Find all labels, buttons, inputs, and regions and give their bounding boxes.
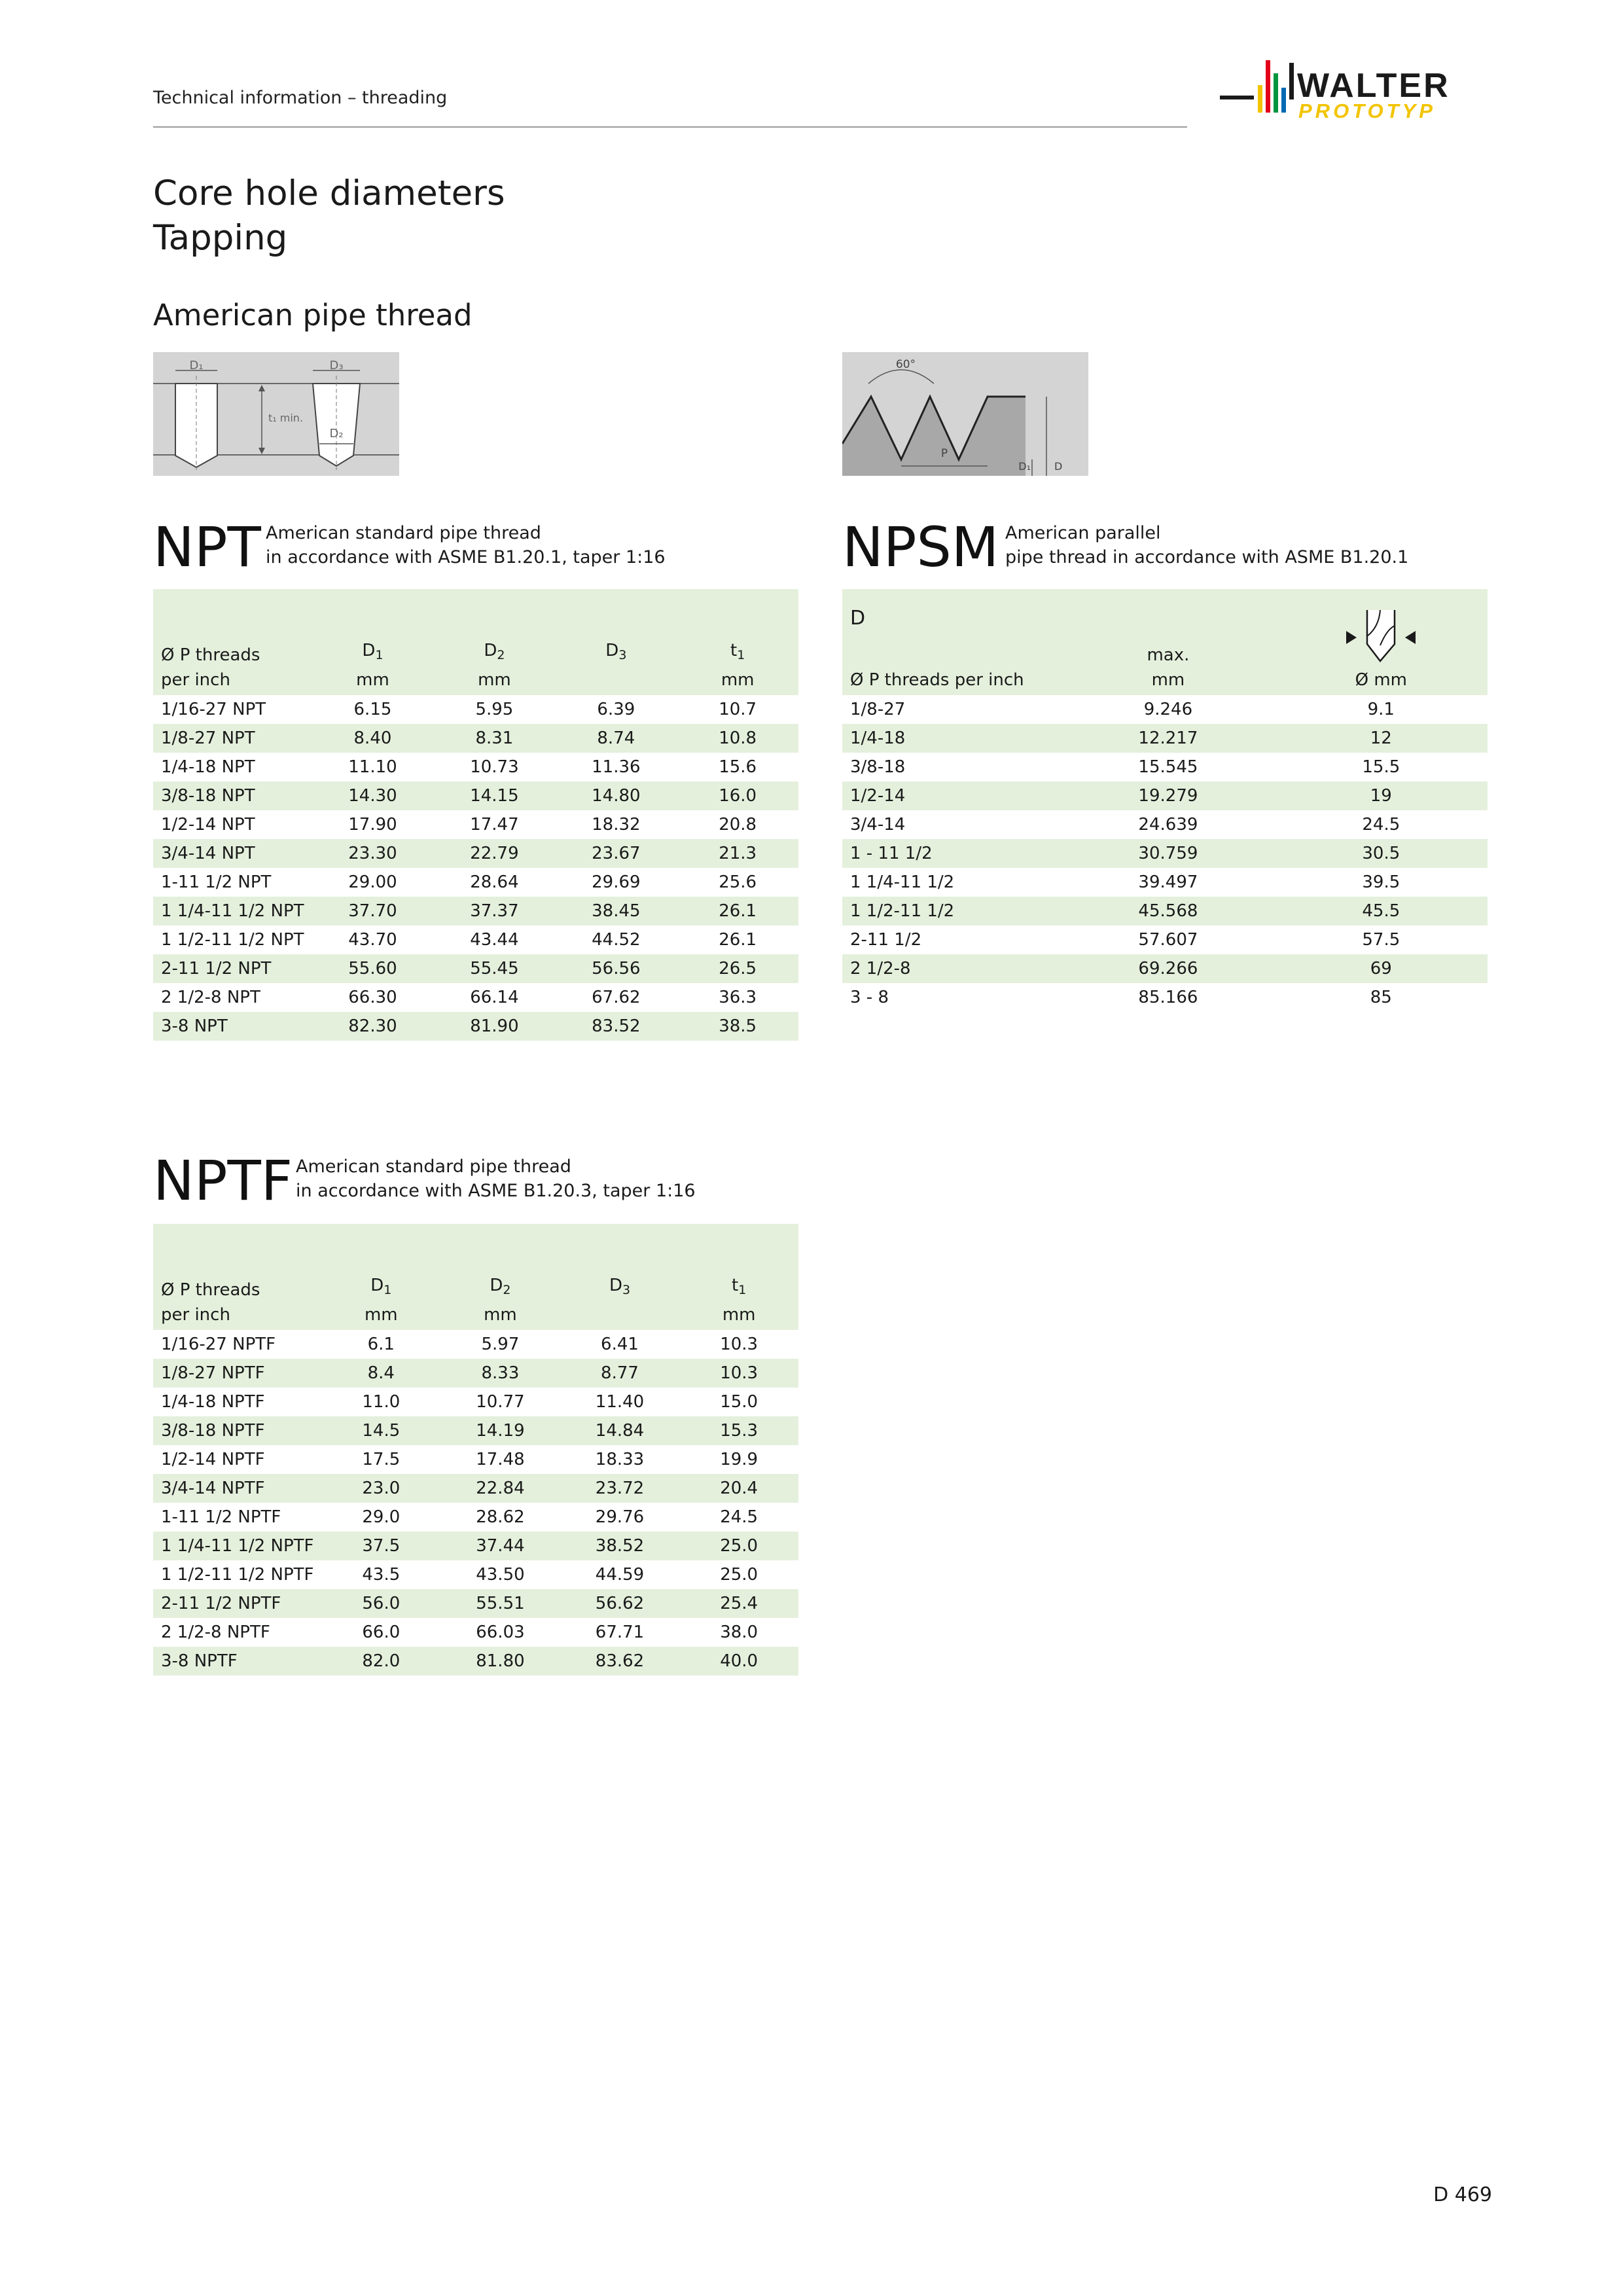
nptf-code: NPTF	[153, 1149, 293, 1213]
table-cell: 57.5	[1362, 930, 1400, 950]
table-cell: 28.62	[476, 1507, 525, 1527]
npsm-col-drill: Ø mm	[1275, 589, 1488, 695]
npt-description-line-2: in accordance with ASME B1.20.1, taper 1:16	[266, 547, 666, 567]
table-cell: 22.79	[433, 839, 555, 868]
table-cell: 1 1/4-11 1/2	[850, 872, 955, 892]
table-cell: 45.5	[1275, 897, 1488, 925]
table-row	[842, 868, 1488, 897]
nptf-col-d3: $D_3$	[560, 1224, 680, 1330]
table-row	[842, 925, 1488, 954]
table-cell: 10.73	[470, 757, 519, 777]
npsm-d-label: D	[850, 607, 866, 630]
table-row	[153, 695, 798, 724]
npt-code: NPT	[153, 515, 261, 579]
table-cell: 1 1/4-11 1/2 NPTF	[153, 1532, 321, 1560]
table-cell: 17.47	[470, 815, 519, 834]
table-row	[153, 724, 798, 753]
table-cell: 23.67	[555, 839, 677, 868]
table-cell: 83.62	[560, 1647, 680, 1676]
table-cell: 57.607	[1138, 930, 1198, 950]
nptf-table	[153, 1224, 798, 1676]
table-cell: 44.52	[592, 930, 641, 950]
npt-col-t1: $t_1$ mm	[677, 589, 798, 695]
fig1-d3-label: D₃	[329, 359, 344, 372]
table-cell: 5.97	[481, 1335, 520, 1354]
page-title-line-1: Core hole diameters	[153, 173, 505, 213]
table-cell: 39.497	[1138, 872, 1198, 892]
nptf-description-line-1: American standard pipe thread	[296, 1157, 571, 1177]
header-divider	[153, 126, 1187, 128]
table-cell: 30.759	[1061, 839, 1274, 868]
table-cell: 3/8-18 NPTF	[153, 1416, 321, 1445]
drill-bit-icon	[1345, 610, 1417, 665]
table-cell: 55.60	[312, 954, 434, 983]
table-cell: 29.00	[348, 872, 397, 892]
table-cell: 56.56	[555, 954, 677, 983]
table-row	[153, 1532, 798, 1560]
table-header-row	[153, 1224, 798, 1330]
table-cell: 66.30	[348, 988, 397, 1007]
table-cell: 3/4-14 NPT	[153, 839, 312, 868]
table-cell: 25.0	[720, 1565, 758, 1585]
nptf-col-threads: Ø P threads per inch	[153, 1224, 321, 1330]
table-cell: 30.5	[1275, 839, 1488, 868]
table-cell: 8.33	[440, 1359, 560, 1388]
table-cell: 66.14	[470, 988, 519, 1007]
table-cell: 2-11 1/2	[850, 930, 922, 950]
table-cell: 1-11 1/2 NPT	[161, 872, 272, 892]
table-cell: 38.5	[677, 1012, 798, 1041]
table-cell: 1 - 11 1/2	[842, 839, 1061, 868]
table-cell: 25.0	[679, 1532, 798, 1560]
table-row	[842, 753, 1488, 781]
table-cell: 25.4	[679, 1589, 798, 1618]
table-cell: 18.33	[595, 1450, 645, 1469]
table-cell: 37.5	[321, 1532, 440, 1560]
npt-table	[153, 589, 798, 1041]
table-cell: 1 1/2-11 1/2	[842, 897, 1061, 925]
table-cell: 69.266	[1061, 954, 1274, 983]
table-cell: 18.32	[592, 815, 641, 834]
table-row	[153, 1589, 798, 1618]
table-row	[153, 1503, 798, 1532]
table-cell: 37.70	[312, 897, 434, 925]
nptf-description	[296, 1155, 696, 1203]
npt-col-d2: $D_2$ mm	[433, 589, 555, 695]
table-cell: 26.5	[677, 954, 798, 983]
table-cell: 39.5	[1362, 872, 1400, 892]
table-cell: 83.52	[555, 1012, 677, 1041]
table-cell: 36.3	[719, 988, 757, 1007]
page-number: D 469	[1433, 2183, 1492, 2206]
logo-wordmark-bottom: PROTOTYP	[1298, 99, 1436, 122]
table-row	[153, 1330, 798, 1359]
logo-wordmark-top: WALTER	[1297, 67, 1450, 105]
table-cell: 8.74	[555, 724, 677, 753]
table-cell: 14.80	[555, 781, 677, 810]
table-cell: 81.90	[433, 1012, 555, 1041]
table-row	[153, 1388, 798, 1416]
table-cell: 29.0	[362, 1507, 401, 1527]
table-cell: 15.5	[1362, 757, 1400, 777]
table-cell: 11.0	[362, 1392, 401, 1412]
table-row	[153, 781, 798, 810]
table-row	[153, 1474, 798, 1503]
table-cell: 1/2-14	[842, 781, 1061, 810]
table-cell: 19.9	[720, 1450, 758, 1469]
table-cell: 20.4	[679, 1474, 798, 1503]
table-cell: 16.0	[677, 781, 798, 810]
table-cell: 19.279	[1061, 781, 1274, 810]
table-cell: 15.6	[719, 757, 757, 777]
table-cell: 21.3	[677, 839, 798, 868]
npsm-table-body	[842, 589, 1488, 1012]
table-cell: 17.48	[476, 1450, 525, 1469]
table-row	[842, 954, 1488, 983]
table-cell: 26.1	[677, 897, 798, 925]
table-cell: 8.40	[312, 724, 434, 753]
npt-table-body	[153, 589, 798, 1041]
table-header-row	[153, 589, 798, 695]
table-cell: 19	[1275, 781, 1488, 810]
table-row	[153, 1618, 798, 1647]
table-cell: 1/4-18 NPTF	[161, 1392, 265, 1412]
table-cell: 38.45	[555, 897, 677, 925]
table-cell: 25.6	[719, 872, 757, 892]
table-cell: 23.72	[560, 1474, 680, 1503]
table-cell: 11.36	[592, 757, 641, 777]
npsm-description	[1005, 521, 1408, 569]
table-row	[153, 1560, 798, 1589]
table-cell: 14.15	[433, 781, 555, 810]
table-cell: 43.5	[362, 1565, 401, 1585]
table-cell: 6.39	[597, 700, 635, 719]
walter-prototyp-logo	[1217, 59, 1492, 131]
table-row	[153, 925, 798, 954]
table-row	[842, 810, 1488, 839]
table-cell: 3 - 8	[850, 988, 889, 1007]
table-cell: 23.0	[321, 1474, 440, 1503]
table-cell: 43.44	[470, 930, 519, 950]
npsm-description-line-2: pipe thread in accordance with ASME B1.20.1	[1005, 547, 1409, 567]
table-cell: 40.0	[679, 1647, 798, 1676]
npsm-col-threads: D Ø P threads per inch	[842, 589, 1061, 695]
table-cell: 82.30	[312, 1012, 434, 1041]
table-row	[153, 954, 798, 983]
table-cell: 3/8-18 NPT	[153, 781, 312, 810]
npsm-table	[842, 589, 1488, 1012]
table-cell: 1 1/4-11 1/2 NPT	[153, 897, 312, 925]
table-cell: 11.10	[348, 757, 397, 777]
table-row	[153, 868, 798, 897]
table-cell: 8.4	[321, 1359, 440, 1388]
table-cell: 1 1/2-11 1/2 NPT	[161, 930, 304, 950]
nptf-col-t1: $t_1$ mm	[679, 1224, 798, 1330]
npsm-col-max: max. mm	[1061, 589, 1274, 695]
npt-col-threads: Ø P threads per inch	[153, 589, 312, 695]
table-cell: 10.8	[677, 724, 798, 753]
table-cell: 28.64	[470, 872, 519, 892]
fig1-d2-label: D₂	[329, 427, 344, 440]
table-cell: 67.71	[595, 1623, 645, 1642]
table-cell: 69	[1275, 954, 1488, 983]
npt-description-line-1: American standard pipe thread	[266, 523, 541, 543]
table-cell: 67.62	[592, 988, 641, 1007]
table-cell: 8.31	[433, 724, 555, 753]
table-row	[153, 839, 798, 868]
table-cell: 24.5	[1362, 815, 1400, 834]
table-row	[153, 1012, 798, 1041]
table-row	[153, 810, 798, 839]
table-cell: 17.5	[362, 1450, 401, 1469]
table-cell: 56.0	[321, 1589, 440, 1618]
tapped-hole-drawing	[153, 352, 399, 476]
table-cell: 6.15	[353, 700, 392, 719]
table-cell: 85.166	[1138, 988, 1198, 1007]
table-cell: 1/4-18	[842, 724, 1061, 753]
table-row	[842, 724, 1488, 753]
fig2-d1-label: D₁	[1018, 460, 1031, 473]
table-row	[842, 695, 1488, 724]
npt-description	[266, 521, 666, 569]
table-cell: 81.80	[440, 1647, 560, 1676]
table-cell: 14.30	[312, 781, 434, 810]
table-cell: 55.45	[433, 954, 555, 983]
table-cell: 66.03	[476, 1623, 525, 1642]
table-cell: 38.0	[720, 1623, 758, 1642]
npsm-code: NPSM	[842, 515, 999, 579]
fig2-pitch-label: P	[940, 447, 948, 460]
table-cell: 9.246	[1143, 700, 1193, 719]
table-row	[153, 1647, 798, 1676]
table-cell: 14.19	[440, 1416, 560, 1445]
table-cell: 10.3	[679, 1359, 798, 1388]
table-cell: 3/4-14	[850, 815, 906, 834]
table-row	[153, 1445, 798, 1474]
nptf-col-d2: $D_2$ mm	[440, 1224, 560, 1330]
table-cell: 6.41	[601, 1335, 639, 1354]
table-cell: 3/4-14 NPTF	[153, 1474, 321, 1503]
thread-profile-drawing	[842, 352, 1088, 476]
table-cell: 12	[1275, 724, 1488, 753]
table-cell: 37.37	[433, 897, 555, 925]
table-cell: 56.62	[560, 1589, 680, 1618]
table-cell: 10.3	[720, 1335, 758, 1354]
table-cell: 1/16-27 NPT	[161, 700, 266, 719]
fig2-d-label: D	[1054, 460, 1063, 473]
table-cell: 22.84	[440, 1474, 560, 1503]
table-cell: 5.95	[475, 700, 514, 719]
table-cell: 11.40	[595, 1392, 645, 1412]
header-section-label: Technical information – threading	[153, 88, 448, 108]
table-cell: 8.77	[560, 1359, 680, 1388]
table-row	[153, 1359, 798, 1388]
table-row	[153, 897, 798, 925]
table-cell: 3-8 NPTF	[153, 1647, 321, 1676]
table-cell: 2-11 1/2 NPT	[153, 954, 312, 983]
table-cell: 1/16-27 NPTF	[161, 1335, 276, 1354]
table-cell: 1 1/2-11 1/2 NPTF	[161, 1565, 314, 1585]
table-cell: 9.1	[1367, 700, 1395, 719]
table-cell: 2-11 1/2 NPTF	[153, 1589, 321, 1618]
table-cell: 2 1/2-8	[842, 954, 1061, 983]
fig1-t1-label: t₁ min.	[268, 412, 304, 424]
thread-profile-diagram	[842, 352, 1088, 476]
table-cell: 15.545	[1138, 757, 1198, 777]
section-subtitle: American pipe thread	[153, 298, 473, 332]
npt-col-d3: $D_3$	[555, 589, 677, 695]
table-cell: 1/2-14 NPTF	[161, 1450, 265, 1469]
table-cell: 2 1/2-8 NPTF	[161, 1623, 270, 1642]
table-cell: 1/8-27	[850, 700, 906, 719]
nptf-col-d1: $D_1$ mm	[321, 1224, 440, 1330]
table-cell: 2 1/2-8 NPT	[161, 988, 260, 1007]
table-cell: 29.76	[595, 1507, 645, 1527]
table-cell: 1/2-14 NPT	[161, 815, 255, 834]
table-cell: 3/8-18	[850, 757, 906, 777]
table-cell: 26.1	[719, 930, 757, 950]
table-cell: 15.3	[679, 1416, 798, 1445]
table-cell: 1/8-27 NPT	[153, 724, 312, 753]
page-title	[153, 171, 505, 260]
table-cell: 85	[1370, 988, 1392, 1007]
table-header-row	[842, 589, 1488, 695]
table-cell: 3-8 NPT	[153, 1012, 312, 1041]
table-cell: 17.90	[348, 815, 397, 834]
fig1-d1-label: D₁	[189, 359, 204, 372]
table-cell: 44.59	[595, 1565, 645, 1585]
table-cell: 43.50	[476, 1565, 525, 1585]
table-cell: 6.1	[367, 1335, 395, 1354]
table-cell: 29.69	[592, 872, 641, 892]
table-cell: 20.8	[719, 815, 757, 834]
table-cell: 38.52	[560, 1532, 680, 1560]
table-row	[153, 1416, 798, 1445]
table-cell: 10.77	[476, 1392, 525, 1412]
table-cell: 55.51	[440, 1589, 560, 1618]
tapped-hole-diagram	[153, 352, 399, 476]
table-cell: 14.84	[560, 1416, 680, 1445]
table-cell: 14.5	[321, 1416, 440, 1445]
table-cell: 24.639	[1138, 815, 1198, 834]
table-row	[842, 983, 1488, 1012]
table-cell: 1/8-27 NPTF	[153, 1359, 321, 1388]
table-cell: 45.568	[1061, 897, 1274, 925]
table-row	[842, 839, 1488, 868]
table-row	[153, 983, 798, 1012]
npsm-description-line-1: American parallel	[1005, 523, 1161, 543]
page-title-line-2: Tapping	[153, 218, 288, 258]
nptf-table-body	[153, 1224, 798, 1676]
table-cell: 66.0	[362, 1623, 401, 1642]
table-cell: 1/4-18 NPT	[161, 757, 255, 777]
table-row	[842, 897, 1488, 925]
table-cell: 24.5	[720, 1507, 758, 1527]
table-cell: 37.44	[440, 1532, 560, 1560]
table-cell: 15.0	[720, 1392, 758, 1412]
table-cell: 10.7	[719, 700, 757, 719]
fig2-angle-label: 60°	[895, 358, 916, 371]
table-cell: 82.0	[321, 1647, 440, 1676]
table-cell: 43.70	[348, 930, 397, 950]
nptf-description-line-2: in accordance with ASME B1.20.3, taper 1:16	[296, 1181, 696, 1201]
table-cell: 1-11 1/2 NPTF	[161, 1507, 281, 1527]
table-row	[842, 781, 1488, 810]
npt-col-d1: $D_1$ mm	[312, 589, 434, 695]
table-row	[153, 753, 798, 781]
table-cell: 12.217	[1061, 724, 1274, 753]
table-cell: 23.30	[312, 839, 434, 868]
